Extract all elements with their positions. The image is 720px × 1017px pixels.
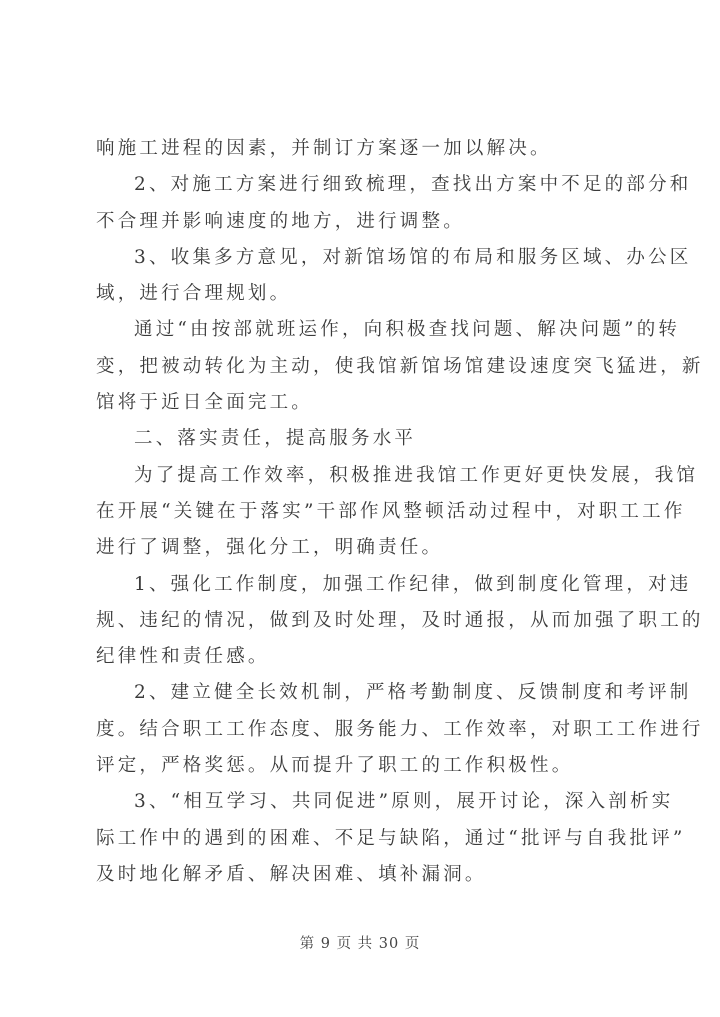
text-line: 进行了调整，强化分工，明确责任。 <box>96 537 444 559</box>
text-line: 通过“由按部就班运作，向积极查找问题、解决问题”的转 <box>134 319 681 341</box>
text-line: 为了提高工作效率，积极推进我馆工作更好更快发展，我馆 <box>134 464 699 486</box>
text-line: 域，进行合理规划。 <box>96 283 292 305</box>
text-line: 际工作中的遇到的困难、不足与缺陷，通过“批评与自我批评” <box>96 827 686 849</box>
text-line: 规、违纪的情况，做到及时处理，及时通报，从而加强了职工的 <box>96 609 704 631</box>
text-line: 评定，严格奖惩。从而提升了职工的工作积极性。 <box>96 755 574 777</box>
page-number-footer: 第 9 页 共 30 页 <box>299 936 421 952</box>
section-heading: 二、落实责任，提高服务水平 <box>134 428 417 450</box>
text-line: 3、“相互学习、共同促进”原则，展开讨论，深入剖析实 <box>134 791 674 813</box>
text-line: 1、强化工作制度，加强工作纪律，做到制度化管理，对违 <box>134 573 692 595</box>
text-line: 馆将于近日全面完工。 <box>96 392 314 414</box>
text-line: 度。结合职工工作态度、服务能力、工作效率，对职工工作进行 <box>96 718 704 740</box>
text-line: 纪律性和责任感。 <box>96 646 270 668</box>
text-line: 在开展“关键在于落实”干部作风整顿活动过程中，对职工工作 <box>96 500 686 522</box>
text-line: 不合理并影响速度的地方，进行调整。 <box>96 210 465 232</box>
text-line: 变，把被动转化为主动，使我馆新馆场馆建设速度突飞猛进，新 <box>96 355 704 377</box>
text-line: 3、收集多方意见，对新馆场馆的布局和服务区域、办公区 <box>134 246 692 268</box>
document-body <box>96 131 704 893</box>
text-line: 2、对施工方案进行细致梳理，查找出方案中不足的部分和 <box>134 174 692 196</box>
text-line: 响施工进程的因素，并制订方案逐一加以解决。 <box>96 138 552 159</box>
text-line: 2、建立健全长效机制，严格考勤制度、反馈制度和考评制 <box>134 682 692 704</box>
text-line: 及时地化解矛盾、解决困难、填补漏洞。 <box>96 863 487 885</box>
